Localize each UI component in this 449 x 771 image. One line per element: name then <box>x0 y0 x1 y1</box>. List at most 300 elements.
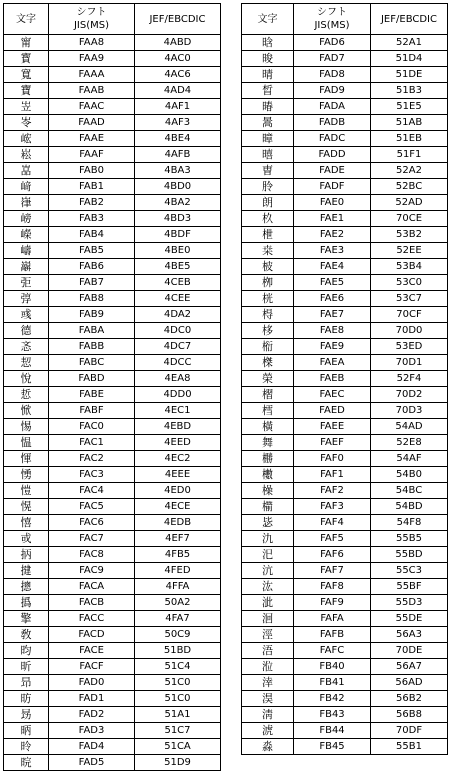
cell-char: 朗 <box>242 195 294 211</box>
cell-sjis: FAE0 <box>294 195 371 211</box>
cell-sjis: FACA <box>49 579 135 595</box>
header-jef: JEF/EBCDIC <box>371 4 448 35</box>
table-row <box>4 547 221 563</box>
table-row <box>242 307 448 323</box>
header-char: 文字 <box>242 4 294 35</box>
cell-sjis: FAAB <box>49 83 135 99</box>
cell-jef: 4ED0 <box>135 483 221 499</box>
cell-sjis: FAAA <box>49 67 135 83</box>
cell-char: 嵭 <box>4 211 49 227</box>
cell-sjis: FAD1 <box>49 691 135 707</box>
table-row <box>4 275 221 291</box>
table-row <box>242 227 448 243</box>
cell-sjis: FAF7 <box>294 563 371 579</box>
cell-jef: 55C3 <box>371 563 448 579</box>
cell-sjis: FAB2 <box>49 195 135 211</box>
cell-jef: 55BD <box>371 547 448 563</box>
cell-char: 淸 <box>242 707 294 723</box>
cell-sjis: FAC5 <box>49 499 135 515</box>
table-row <box>242 403 448 419</box>
cell-sjis: FAB5 <box>49 243 135 259</box>
cell-char: 岺 <box>4 115 49 131</box>
cell-jef: 4DCC <box>135 355 221 371</box>
table-row <box>4 675 221 691</box>
cell-jef: 4EC1 <box>135 403 221 419</box>
cell-char: 悊 <box>4 387 49 403</box>
cell-jef: 4DA2 <box>135 307 221 323</box>
cell-sjis: FAEE <box>294 419 371 435</box>
cell-jef: 4ABD <box>135 35 221 51</box>
cell-sjis: FB41 <box>294 675 371 691</box>
cell-sjis: FAD4 <box>49 739 135 755</box>
cell-jef: 4EED <box>135 435 221 451</box>
cell-sjis: FAEB <box>294 371 371 387</box>
cell-jef: 4BD3 <box>135 211 221 227</box>
cell-char: 愷 <box>4 483 49 499</box>
cell-char: 晥 <box>4 755 49 771</box>
cell-char: 憘 <box>4 515 49 531</box>
cell-sjis: FAC8 <box>49 547 135 563</box>
cell-sjis: FAFC <box>294 643 371 659</box>
table-row <box>242 147 448 163</box>
cell-char: 杦 <box>242 211 294 227</box>
cell-jef: 56A3 <box>371 627 448 643</box>
cell-char: 恝 <box>4 355 49 371</box>
table-row <box>4 723 221 739</box>
cell-sjis: FAC0 <box>49 419 135 435</box>
cell-jef: 51C0 <box>135 691 221 707</box>
table-row <box>242 259 448 275</box>
cell-jef: 51E5 <box>371 99 448 115</box>
cell-jef: 51B3 <box>371 83 448 99</box>
cell-char: 氿 <box>242 531 294 547</box>
cell-char: 棏 <box>242 307 294 323</box>
cell-sjis: FAF5 <box>294 531 371 547</box>
table-row <box>4 115 221 131</box>
cell-jef: 4AC0 <box>135 51 221 67</box>
cell-char: 抦 <box>4 547 49 563</box>
table-row <box>242 691 448 707</box>
cell-jef: 53B2 <box>371 227 448 243</box>
cell-sjis: FAC3 <box>49 467 135 483</box>
cell-char: 涇 <box>242 627 294 643</box>
cell-char: 彧 <box>4 307 49 323</box>
table-row <box>242 131 448 147</box>
table-row <box>242 243 448 259</box>
cell-char: 桄 <box>242 291 294 307</box>
header-char: 文字 <box>4 4 49 35</box>
cell-sjis: FAA9 <box>49 51 135 67</box>
cell-char: 榮 <box>242 371 294 387</box>
cell-char: 舞 <box>242 435 294 451</box>
table-row <box>242 35 448 51</box>
cell-jef: 4BA3 <box>135 163 221 179</box>
cell-sjis: FAC6 <box>49 515 135 531</box>
cell-char: 擎 <box>4 611 49 627</box>
table-row <box>4 595 221 611</box>
cell-jef: 51DE <box>371 67 448 83</box>
table-row <box>4 467 221 483</box>
table-row <box>4 707 221 723</box>
header-row <box>242 4 448 35</box>
cell-char: 暙 <box>242 99 294 115</box>
cell-jef: 4AC6 <box>135 67 221 83</box>
cell-char: 昕 <box>4 659 49 675</box>
cell-char: 毖 <box>242 515 294 531</box>
cell-sjis: FAEA <box>294 355 371 371</box>
cell-char: 愑 <box>4 467 49 483</box>
cell-char: 昀 <box>4 643 49 659</box>
cell-sjis: FAAD <box>49 115 135 131</box>
table-row <box>242 499 448 515</box>
cell-jef: 4EA8 <box>135 371 221 387</box>
cell-jef: 53C0 <box>371 275 448 291</box>
table-row <box>4 691 221 707</box>
table-row <box>242 99 448 115</box>
table-row <box>4 67 221 83</box>
table-row <box>242 387 448 403</box>
cell-char: 橫 <box>242 419 294 435</box>
table-row <box>4 131 221 147</box>
table-row <box>4 755 221 771</box>
cell-char: 暠 <box>242 115 294 131</box>
table-row <box>242 563 448 579</box>
cell-jef: 4EEE <box>135 467 221 483</box>
cell-char: 寳 <box>4 51 49 67</box>
cell-sjis: FAFB <box>294 627 371 643</box>
cell-jef: 50A2 <box>135 595 221 611</box>
cell-char: 揵 <box>4 563 49 579</box>
cell-jef: 4DD0 <box>135 387 221 403</box>
table-row <box>4 483 221 499</box>
table-row <box>242 627 448 643</box>
cell-char: 淲 <box>242 723 294 739</box>
cell-jef: 51BD <box>135 643 221 659</box>
cell-sjis: FAF3 <box>294 499 371 515</box>
cell-jef: 4BD0 <box>135 179 221 195</box>
cell-jef: 4BE0 <box>135 243 221 259</box>
cell-sjis: FAB3 <box>49 211 135 227</box>
table-row <box>242 515 448 531</box>
cell-sjis: FAD0 <box>49 675 135 691</box>
cell-jef: 4BE5 <box>135 259 221 275</box>
table-row <box>4 563 221 579</box>
cell-sjis: FADE <box>294 163 371 179</box>
cell-sjis: FACB <box>49 595 135 611</box>
cell-jef: 52A2 <box>371 163 448 179</box>
cell-sjis: FACC <box>49 611 135 627</box>
cell-char: 摠 <box>4 579 49 595</box>
cell-char: 暲 <box>242 131 294 147</box>
cell-char: 朎 <box>242 179 294 195</box>
cell-char: 撝 <box>4 595 49 611</box>
table-row <box>242 611 448 627</box>
cell-jef: 4FFA <box>135 579 221 595</box>
cell-jef: 53C7 <box>371 291 448 307</box>
cell-sjis: FAB7 <box>49 275 135 291</box>
cell-sjis: FAF1 <box>294 467 371 483</box>
cell-sjis: FAAF <box>49 147 135 163</box>
cell-jef: 4AD4 <box>135 83 221 99</box>
cell-jef: 51CA <box>135 739 221 755</box>
cell-sjis: FAB9 <box>49 307 135 323</box>
cell-sjis: FAF4 <box>294 515 371 531</box>
cell-sjis: FB45 <box>294 739 371 755</box>
cell-char: 弴 <box>4 291 49 307</box>
cell-char: 涬 <box>242 675 294 691</box>
cell-sjis: FABF <box>49 403 135 419</box>
table-row <box>242 179 448 195</box>
table-row <box>4 83 221 99</box>
cell-jef: 52E8 <box>371 435 448 451</box>
cell-jef: 70D2 <box>371 387 448 403</box>
table-row <box>4 355 221 371</box>
cell-char: 弡 <box>4 275 49 291</box>
table-row <box>4 243 221 259</box>
cell-char: 汜 <box>242 547 294 563</box>
cell-char: 嵓 <box>4 163 49 179</box>
cell-jef: 4FED <box>135 563 221 579</box>
cell-sjis: FAD2 <box>49 707 135 723</box>
cell-jef: 54BC <box>371 483 448 499</box>
cell-char: 栁 <box>242 275 294 291</box>
cell-jef: 50C9 <box>135 627 221 643</box>
cell-char: 浯 <box>242 643 294 659</box>
table-row <box>242 707 448 723</box>
cell-char: 甯 <box>4 35 49 51</box>
cell-jef: 56B2 <box>371 691 448 707</box>
cell-sjis: FAEF <box>294 435 371 451</box>
table-row <box>242 211 448 227</box>
table-row <box>4 499 221 515</box>
table-row <box>4 323 221 339</box>
table-row <box>4 659 221 675</box>
cell-jef: 55D3 <box>371 595 448 611</box>
cell-jef: 51EB <box>371 131 448 147</box>
cell-jef: 53B4 <box>371 259 448 275</box>
cell-char: 寬 <box>4 67 49 83</box>
cell-jef: 55B1 <box>371 739 448 755</box>
cell-jef: 55BF <box>371 579 448 595</box>
cell-sjis: FAE1 <box>294 211 371 227</box>
cell-sjis: FABA <box>49 323 135 339</box>
table-row <box>242 675 448 691</box>
cell-jef: 4BA2 <box>135 195 221 211</box>
table-row <box>4 643 221 659</box>
cell-jef: 51A1 <box>135 707 221 723</box>
cell-jef: 4ECE <box>135 499 221 515</box>
cell-sjis: FADA <box>294 99 371 115</box>
cell-sjis: FB44 <box>294 723 371 739</box>
table-row <box>242 291 448 307</box>
cell-jef: 4EDB <box>135 515 221 531</box>
table-row <box>242 371 448 387</box>
cell-sjis: FB40 <box>294 659 371 675</box>
cell-sjis: FADF <box>294 179 371 195</box>
cell-sjis: FADD <box>294 147 371 163</box>
cell-char: 桒 <box>242 243 294 259</box>
table-row <box>242 355 448 371</box>
header-sjis-line2: JIS(MS) <box>73 20 110 31</box>
cell-char: 寶 <box>4 83 49 99</box>
cell-jef: 56B8 <box>371 707 448 723</box>
table-row <box>242 339 448 355</box>
cell-char: 岦 <box>4 99 49 115</box>
cell-char: 昉 <box>4 691 49 707</box>
cell-sjis: FAE7 <box>294 307 371 323</box>
table-row <box>4 371 221 387</box>
cell-sjis: FAE4 <box>294 259 371 275</box>
cell-char: 嵂 <box>4 195 49 211</box>
cell-char: 崧 <box>4 147 49 163</box>
table-row <box>4 211 221 227</box>
code-table-right <box>241 3 448 755</box>
cell-char: 悅 <box>4 371 49 387</box>
cell-char: 晴 <box>242 67 294 83</box>
cell-char: 晗 <box>242 35 294 51</box>
cell-jef: 4DC0 <box>135 323 221 339</box>
cell-jef: 70DE <box>371 643 448 659</box>
cell-char: 晳 <box>242 83 294 99</box>
cell-jef: 54B0 <box>371 467 448 483</box>
table-row <box>4 259 221 275</box>
cell-sjis: FAE3 <box>294 243 371 259</box>
cell-char: 沆 <box>242 563 294 579</box>
cell-sjis: FAE5 <box>294 275 371 291</box>
cell-char: 昮 <box>4 707 49 723</box>
cell-jef: 4EC2 <box>135 451 221 467</box>
table-row <box>4 611 221 627</box>
table-row <box>4 195 221 211</box>
cell-sjis: FAF9 <box>294 595 371 611</box>
cell-char: 槢 <box>242 387 294 403</box>
table-row <box>4 403 221 419</box>
cell-sjis: FACF <box>49 659 135 675</box>
cell-jef: 70D3 <box>371 403 448 419</box>
cell-jef: 52F4 <box>371 371 448 387</box>
table-row <box>242 579 448 595</box>
cell-jef: 4EF7 <box>135 531 221 547</box>
header-sjis-line1: シフト <box>317 7 347 18</box>
cell-jef: 70DF <box>371 723 448 739</box>
cell-char: 榤 <box>242 355 294 371</box>
cell-sjis: FAB8 <box>49 291 135 307</box>
cell-jef: 52EE <box>371 243 448 259</box>
cell-sjis: FAC1 <box>49 435 135 451</box>
cell-char: 昞 <box>4 723 49 739</box>
cell-jef: 52AD <box>371 195 448 211</box>
table-row <box>242 739 448 755</box>
cell-char: 惞 <box>4 403 49 419</box>
header-sjis-line2: JIS(MS) <box>314 20 350 31</box>
cell-jef: 4EBD <box>135 419 221 435</box>
cell-jef: 52A1 <box>371 35 448 51</box>
header-row <box>4 4 221 35</box>
cell-sjis: FAFA <box>294 611 371 627</box>
cell-jef: 70D1 <box>371 355 448 371</box>
cell-jef: 4BDF <box>135 227 221 243</box>
header-sjis <box>294 4 371 35</box>
cell-sjis: FAC2 <box>49 451 135 467</box>
cell-sjis: FAB1 <box>49 179 135 195</box>
cell-jef: 51C4 <box>135 659 221 675</box>
cell-sjis: FACD <box>49 627 135 643</box>
cell-sjis: FAEC <box>294 387 371 403</box>
table-row <box>4 99 221 115</box>
cell-jef: 4CEB <box>135 275 221 291</box>
cell-jef: 4BE4 <box>135 131 221 147</box>
cell-sjis: FAF0 <box>294 451 371 467</box>
cell-jef: 51AB <box>371 115 448 131</box>
cell-sjis: FAC4 <box>49 483 135 499</box>
cell-sjis: FAF6 <box>294 547 371 563</box>
table-row <box>4 227 221 243</box>
cell-sjis: FAF8 <box>294 579 371 595</box>
table-row <box>242 51 448 67</box>
cell-char: 昻 <box>4 675 49 691</box>
cell-sjis: FAAE <box>49 131 135 147</box>
table-row <box>4 419 221 435</box>
cell-char: 戓 <box>4 531 49 547</box>
cell-jef: 54BD <box>371 499 448 515</box>
table-row <box>242 595 448 611</box>
cell-sjis: FAAC <box>49 99 135 115</box>
table-row <box>4 307 221 323</box>
cell-sjis: FAED <box>294 403 371 419</box>
table-row <box>242 435 448 451</box>
header-sjis <box>49 4 135 35</box>
cell-jef: 51C0 <box>135 675 221 691</box>
cell-sjis: FB42 <box>294 691 371 707</box>
table-row <box>4 451 221 467</box>
cell-jef: 4CEE <box>135 291 221 307</box>
cell-char: 惕 <box>4 419 49 435</box>
cell-char: 橳 <box>242 451 294 467</box>
cell-jef: 55B5 <box>371 531 448 547</box>
cell-char: 櫤 <box>242 499 294 515</box>
cell-jef: 55DE <box>371 611 448 627</box>
table-row <box>242 83 448 99</box>
cell-sjis: FAB6 <box>49 259 135 275</box>
cell-char: 忞 <box>4 339 49 355</box>
table-row <box>242 643 448 659</box>
table-row <box>242 275 448 291</box>
table-row <box>4 163 221 179</box>
cell-sjis: FAD7 <box>294 51 371 67</box>
table-row <box>4 515 221 531</box>
cell-char: 愰 <box>4 499 49 515</box>
cell-sjis: FAE8 <box>294 323 371 339</box>
cell-jef: 4DC7 <box>135 339 221 355</box>
cell-jef: 52BC <box>371 179 448 195</box>
table-row <box>4 579 221 595</box>
table-row <box>4 35 221 51</box>
table-row <box>4 51 221 67</box>
table-row <box>242 67 448 83</box>
table-row <box>242 483 448 499</box>
cell-sjis: FADB <box>294 115 371 131</box>
cell-char: 敎 <box>4 627 49 643</box>
cell-sjis: FAE9 <box>294 339 371 355</box>
table-row <box>4 179 221 195</box>
cell-jef: 51D4 <box>371 51 448 67</box>
table-row <box>242 419 448 435</box>
cell-sjis: FABE <box>49 387 135 403</box>
cell-jef: 70CE <box>371 211 448 227</box>
table-row <box>242 547 448 563</box>
cell-jef: 4FA7 <box>135 611 221 627</box>
table-row <box>242 163 448 179</box>
